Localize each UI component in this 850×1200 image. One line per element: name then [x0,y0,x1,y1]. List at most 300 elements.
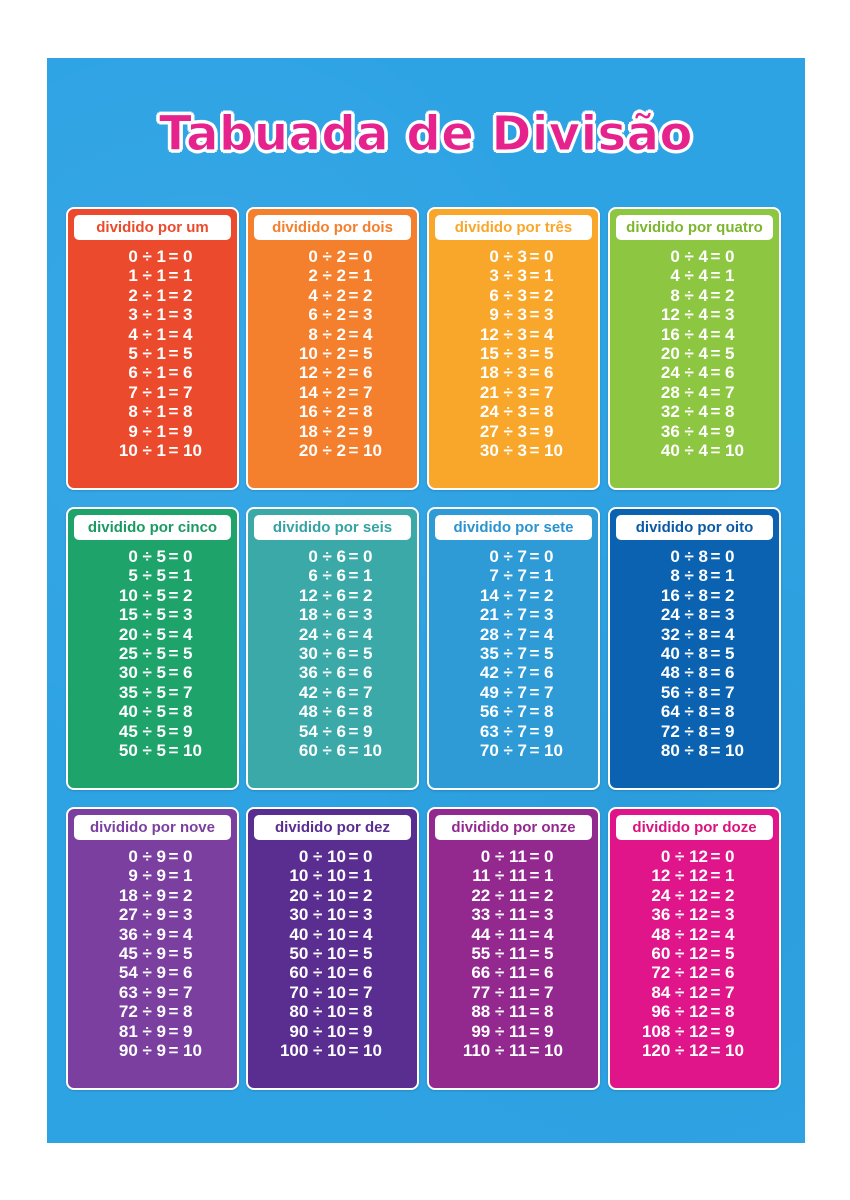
division-row [68,344,237,363]
division-result: 5 [544,943,554,963]
division-row [610,422,779,441]
division-table-label: dividido por dois [254,215,411,240]
division-result: 7 [183,682,193,702]
equals-sign: = [529,363,540,383]
division-result: 6 [544,963,554,983]
equals-sign: = [529,382,540,402]
division-result: 1 [363,866,373,886]
division-result: 2 [725,285,735,305]
division-result: 8 [544,402,554,422]
equals-sign: = [710,866,721,886]
division-table-rows [429,847,598,1060]
division-expression: 44 ÷ 11 [471,924,527,944]
equals-sign: = [348,402,359,422]
division-table-card [608,807,781,1090]
division-result: 10 [544,1040,563,1060]
equals-sign: = [348,247,359,266]
division-row [248,905,417,924]
equals-sign: = [529,721,540,741]
equals-sign: = [348,740,359,760]
division-expression: 36 ÷ 4 [660,421,708,441]
division-row [429,305,598,324]
division-row [68,905,237,924]
division-expression: 28 ÷ 7 [479,624,527,644]
division-result: 10 [725,740,744,760]
equals-sign: = [168,721,179,741]
equals-sign: = [168,343,179,363]
equals-sign: = [710,1040,721,1060]
division-row [68,547,237,566]
equals-sign: = [348,266,359,286]
division-table-card [66,207,239,490]
equals-sign: = [348,866,359,886]
division-result: 6 [183,363,193,383]
division-result: 2 [183,585,193,605]
division-expression: 6 ÷ 3 [489,285,527,305]
division-expression: 20 ÷ 10 [289,885,346,905]
division-result: 2 [544,585,554,605]
division-expression: 18 ÷ 3 [479,363,527,383]
division-result: 4 [183,324,193,344]
equals-sign: = [168,1040,179,1060]
division-row [68,383,237,402]
division-expression: 99 ÷ 11 [471,1021,527,1041]
equals-sign: = [168,624,179,644]
division-row [610,586,779,605]
division-expression: 15 ÷ 3 [479,343,527,363]
division-result: 0 [544,247,554,266]
division-result: 5 [183,643,193,663]
division-result: 3 [544,905,554,925]
division-row [68,305,237,324]
division-expression: 10 ÷ 10 [289,866,346,886]
division-expression: 1 ÷ 1 [128,266,166,286]
division-expression: 6 ÷ 6 [308,566,346,586]
division-expression: 55 ÷ 11 [471,943,527,963]
division-row [610,344,779,363]
equals-sign: = [529,663,540,683]
division-table-rows [248,847,417,1060]
division-expression: 30 ÷ 5 [118,663,166,683]
division-table-rows [429,247,598,460]
division-result: 3 [725,605,735,625]
division-table-card [427,207,600,490]
division-row [68,586,237,605]
division-row [248,441,417,460]
division-result: 10 [183,740,202,760]
division-row [610,1041,779,1060]
division-result: 3 [363,905,373,925]
division-row [610,663,779,682]
division-row [248,402,417,421]
division-row [248,722,417,741]
division-result: 8 [183,702,193,722]
division-row [68,441,237,460]
division-row [429,625,598,644]
division-row [68,625,237,644]
division-result: 5 [725,643,735,663]
division-expression: 27 ÷ 9 [118,905,166,925]
division-row [248,586,417,605]
division-table-card [427,807,600,1090]
division-expression: 16 ÷ 8 [660,585,708,605]
division-row [610,847,779,866]
division-result: 5 [183,343,193,363]
division-expression: 90 ÷ 10 [289,1021,346,1041]
equals-sign: = [348,343,359,363]
division-expression: 70 ÷ 10 [289,982,346,1002]
division-result: 3 [183,605,193,625]
division-table-rows [68,247,237,460]
equals-sign: = [710,585,721,605]
division-row [429,325,598,344]
division-result: 8 [544,702,554,722]
equals-sign: = [529,702,540,722]
division-result: 1 [183,266,193,286]
division-row [248,625,417,644]
division-result: 9 [544,721,554,741]
equals-sign: = [710,402,721,422]
equals-sign: = [529,305,540,325]
division-row [429,663,598,682]
equals-sign: = [710,605,721,625]
division-result: 10 [363,740,382,760]
division-expression: 2 ÷ 1 [128,285,166,305]
equals-sign: = [710,547,721,566]
division-row [429,344,598,363]
division-result: 6 [544,663,554,683]
equals-sign: = [529,924,540,944]
division-expression: 40 ÷ 5 [118,702,166,722]
equals-sign: = [529,847,540,866]
division-expression: 5 ÷ 1 [128,343,166,363]
division-row [429,247,598,266]
division-row [248,644,417,663]
division-expression: 30 ÷ 10 [289,905,346,925]
division-table-card [246,807,419,1090]
division-result: 1 [363,566,373,586]
division-result: 8 [363,1002,373,1022]
division-expression: 42 ÷ 6 [298,682,346,702]
division-result: 8 [363,402,373,422]
division-expression: 100 ÷ 10 [279,1040,346,1060]
equals-sign: = [168,363,179,383]
equals-sign: = [168,943,179,963]
division-expression: 25 ÷ 5 [118,643,166,663]
division-result: 3 [183,305,193,325]
division-row [68,363,237,382]
division-table-label: dividido por nove [74,815,231,840]
equals-sign: = [168,682,179,702]
division-expression: 36 ÷ 6 [298,663,346,683]
division-result: 7 [363,382,373,402]
division-expression: 10 ÷ 5 [118,585,166,605]
division-result: 5 [725,943,735,963]
division-row [610,644,779,663]
equals-sign: = [168,905,179,925]
division-result: 10 [544,440,563,460]
division-result: 4 [544,924,554,944]
division-result: 7 [725,682,735,702]
division-row [248,605,417,624]
division-row [248,547,417,566]
equals-sign: = [529,247,540,266]
division-row [429,944,598,963]
division-row [68,1041,237,1060]
division-result: 9 [183,721,193,741]
equals-sign: = [168,566,179,586]
division-expression: 0 ÷ 2 [308,247,346,266]
division-expression: 0 ÷ 11 [480,847,527,866]
equals-sign: = [529,324,540,344]
division-expression: 30 ÷ 3 [479,440,527,460]
division-expression: 72 ÷ 12 [651,963,708,983]
division-result: 0 [183,247,193,266]
division-row [248,266,417,285]
equals-sign: = [348,1002,359,1022]
equals-sign: = [710,847,721,866]
division-row [429,402,598,421]
division-expression: 0 ÷ 6 [308,547,346,566]
division-expression: 21 ÷ 3 [479,382,527,402]
division-result: 6 [183,663,193,683]
division-result: 0 [725,247,735,266]
equals-sign: = [529,547,540,566]
division-expression: 4 ÷ 4 [670,266,708,286]
equals-sign: = [168,382,179,402]
division-expression: 40 ÷ 4 [660,440,708,460]
division-expression: 40 ÷ 8 [660,643,708,663]
division-result: 9 [725,1021,735,1041]
division-row [248,325,417,344]
division-result: 9 [363,421,373,441]
division-row [610,722,779,741]
division-row [610,266,779,285]
division-result: 2 [183,285,193,305]
division-result: 1 [183,866,193,886]
division-result: 5 [363,643,373,663]
division-expression: 3 ÷ 1 [128,305,166,325]
equals-sign: = [168,982,179,1002]
division-expression: 7 ÷ 7 [489,566,527,586]
division-result: 6 [725,363,735,383]
division-row [248,566,417,585]
division-expression: 24 ÷ 4 [660,363,708,383]
division-result: 5 [544,343,554,363]
division-result: 10 [544,740,563,760]
page-title: Tabuada de Divisão [159,106,693,162]
division-result: 9 [363,721,373,741]
division-expression: 10 ÷ 1 [118,440,166,460]
division-result: 10 [183,440,202,460]
division-row [610,905,779,924]
division-expression: 33 ÷ 11 [471,905,527,925]
division-row [248,663,417,682]
division-result: 6 [363,963,373,983]
equals-sign: = [168,866,179,886]
division-expression: 8 ÷ 1 [128,402,166,422]
equals-sign: = [710,1021,721,1041]
equals-sign: = [168,605,179,625]
equals-sign: = [168,740,179,760]
division-result: 7 [544,682,554,702]
equals-sign: = [710,421,721,441]
division-expression: 35 ÷ 5 [118,682,166,702]
division-row [429,383,598,402]
division-expression: 4 ÷ 1 [128,324,166,344]
division-row [610,944,779,963]
division-expression: 24 ÷ 6 [298,624,346,644]
division-expression: 0 ÷ 5 [128,547,166,566]
equals-sign: = [168,963,179,983]
equals-sign: = [529,605,540,625]
division-row [429,983,598,1002]
equals-sign: = [348,943,359,963]
division-result: 1 [725,866,735,886]
equals-sign: = [348,566,359,586]
division-row [248,1041,417,1060]
division-row [68,886,237,905]
division-row [429,586,598,605]
division-row [610,363,779,382]
division-row [429,847,598,866]
division-result: 9 [544,1021,554,1041]
equals-sign: = [710,982,721,1002]
equals-sign: = [348,963,359,983]
division-expression: 28 ÷ 4 [660,382,708,402]
division-expression: 40 ÷ 10 [289,924,346,944]
division-table-card [608,507,781,790]
division-row [429,441,598,460]
division-expression: 63 ÷ 9 [118,982,166,1002]
division-result: 7 [363,682,373,702]
division-expression: 11 ÷ 11 [472,866,527,886]
equals-sign: = [348,421,359,441]
equals-sign: = [710,924,721,944]
division-expression: 8 ÷ 2 [308,324,346,344]
division-result: 10 [725,440,744,460]
equals-sign: = [348,1021,359,1041]
division-row [68,702,237,721]
equals-sign: = [529,266,540,286]
division-table-label: dividido por três [435,215,592,240]
equals-sign: = [710,247,721,266]
division-result: 6 [725,963,735,983]
division-row [68,1022,237,1041]
division-result: 4 [544,624,554,644]
division-row [429,1002,598,1021]
division-row [248,702,417,721]
equals-sign: = [348,905,359,925]
equals-sign: = [529,585,540,605]
division-expression: 8 ÷ 4 [670,285,708,305]
division-expression: 45 ÷ 5 [118,721,166,741]
division-expression: 36 ÷ 12 [651,905,708,925]
equals-sign: = [529,905,540,925]
division-row [68,286,237,305]
equals-sign: = [529,440,540,460]
division-expression: 2 ÷ 2 [308,266,346,286]
division-table-rows [248,247,417,460]
division-result: 4 [183,624,193,644]
division-expression: 18 ÷ 2 [298,421,346,441]
division-expression: 0 ÷ 7 [489,547,527,566]
division-expression: 10 ÷ 2 [298,343,346,363]
division-expression: 35 ÷ 7 [479,643,527,663]
division-result: 4 [725,924,735,944]
equals-sign: = [348,721,359,741]
division-row [429,644,598,663]
equals-sign: = [168,247,179,266]
division-row [248,741,417,760]
division-result: 10 [363,440,382,460]
division-expression: 32 ÷ 4 [660,402,708,422]
division-row [610,741,779,760]
division-result: 1 [363,266,373,286]
division-result: 7 [363,982,373,1002]
division-expression: 0 ÷ 10 [298,847,346,866]
division-expression: 54 ÷ 6 [298,721,346,741]
division-expression: 8 ÷ 8 [670,566,708,586]
division-result: 9 [544,421,554,441]
division-row [248,247,417,266]
division-expression: 21 ÷ 7 [479,605,527,625]
division-row [429,683,598,702]
equals-sign: = [348,847,359,866]
equals-sign: = [348,285,359,305]
division-result: 9 [363,1021,373,1041]
poster [47,58,805,1143]
equals-sign: = [348,643,359,663]
equals-sign: = [710,305,721,325]
equals-sign: = [168,547,179,566]
equals-sign: = [529,402,540,422]
equals-sign: = [710,566,721,586]
division-expression: 24 ÷ 12 [651,885,708,905]
division-expression: 14 ÷ 2 [298,382,346,402]
division-table-rows [429,547,598,760]
division-expression: 88 ÷ 11 [471,1002,527,1022]
division-row [429,422,598,441]
division-row [68,1002,237,1021]
division-table-card [246,507,419,790]
division-result: 2 [363,585,373,605]
division-result: 7 [725,382,735,402]
equals-sign: = [168,924,179,944]
division-expression: 96 ÷ 12 [651,1002,708,1022]
division-row [429,702,598,721]
division-row [429,925,598,944]
division-row [429,547,598,566]
division-expression: 0 ÷ 4 [670,247,708,266]
division-expression: 7 ÷ 1 [128,382,166,402]
division-result: 8 [725,402,735,422]
equals-sign: = [529,982,540,1002]
equals-sign: = [710,643,721,663]
division-result: 3 [725,305,735,325]
equals-sign: = [529,566,540,586]
equals-sign: = [529,866,540,886]
equals-sign: = [710,324,721,344]
division-result: 5 [363,943,373,963]
division-expression: 50 ÷ 10 [289,943,346,963]
equals-sign: = [168,402,179,422]
division-expression: 36 ÷ 9 [118,924,166,944]
division-result: 7 [544,382,554,402]
division-expression: 18 ÷ 9 [118,885,166,905]
division-result: 10 [725,1040,744,1060]
division-table-rows [610,247,779,460]
